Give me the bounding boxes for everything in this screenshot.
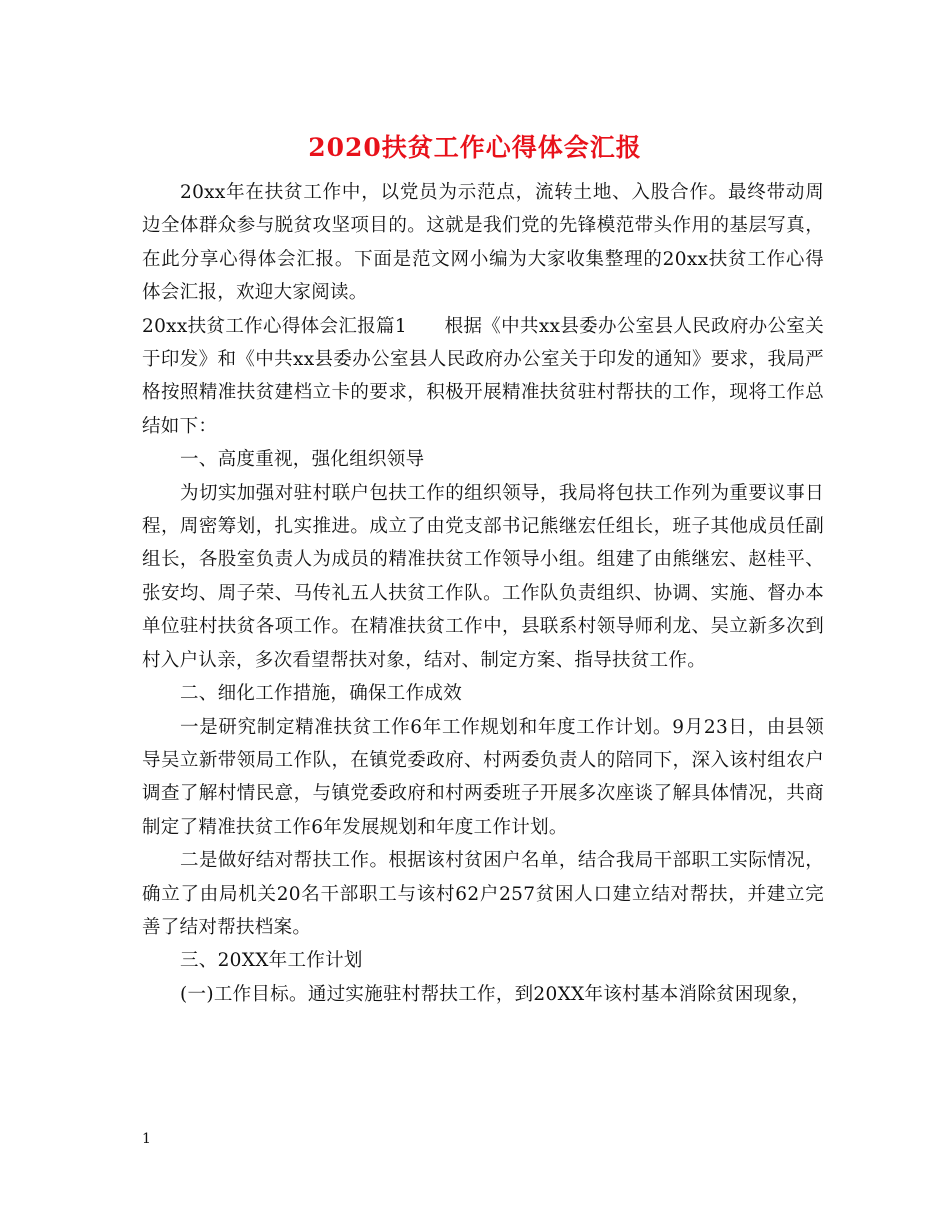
paragraph-goal: (一)工作目标。通过实施驻村帮扶工作，到20XX年该村基本消除贫困现象， bbox=[180, 983, 811, 1005]
page-number: 1 bbox=[142, 1131, 151, 1147]
section-heading-3: 三、20XX年工作计划 bbox=[180, 950, 363, 972]
paragraph-planning: 一是研究制定精准扶贫工作6年工作规划和年度工作计划。9月23日，由县领导吴立新带领局工作队，在镇党委政府、村两委负责人的陪同下，深入该村组农户调查了解村情民意，与镇党委政府和村两委班子开展多次座谈了解具体情况，共商制定了精准扶贫工作6年发展规划和年度工作计划。 bbox=[142, 716, 824, 838]
section-heading-1: 一、高度重视，强化组织领导 bbox=[180, 449, 425, 471]
paragraph-article-opening: 20xx扶贫工作心得体会汇报篇1 根据《中共xx县委办公室县人民政府办公室关于印发》和《中共xx县委办公室县人民政府办公室关于印发的通知》要求，我局严格按照精准扶贫建档立卡的要求，积极开展精准扶贫驻村帮扶的工作，现将工作总结如下： bbox=[142, 315, 824, 437]
document-title: 2020扶贫工作心得体会汇报 bbox=[308, 133, 642, 162]
paragraph-pairing: 二是做好结对帮扶工作。根据该村贫困户名单，结合我局干部职工实际情况，确立了由局机关20名干部职工与该村62户257贫困人口建立结对帮扶，并建立完善了结对帮扶档案。 bbox=[142, 850, 824, 938]
paragraph-intro: 20xx年在扶贫工作中，以党员为示范点，流转土地、入股合作。最终带动周边全体群众参与脱贫攻坚项目的。这就是我们党的先锋模范带头作用的基层写真，在此分享心得体会汇报。下面是范文网小编为大家收集整理的20xx扶贫工作心得体会汇报，欢迎大家阅读。 bbox=[142, 182, 824, 304]
document-body bbox=[142, 176, 824, 1011]
section-heading-2: 二、细化工作措施，确保工作成效 bbox=[180, 683, 463, 705]
paragraph-organization: 为切实加强对驻村联户包扶工作的组织领导，我局将包扶工作列为重要议事日程，周密筹划，扎实推进。成立了由党支部书记熊继宏任组长，班子其他成员任副组长，各股室负责人为成员的精准扶贫工作领导小组。组建了由熊继宏、赵桂平、张安均、周子荣、马传礼五人扶贫工作队。工作队负责组织、协调、实施、督办本单位驻村扶贫各项工作。在精准扶贫工作中，县联系村领导师利龙、吴立新多次到村入户认亲，多次看望帮扶对象，结对、制定方案、指导扶贫工作。 bbox=[142, 482, 824, 671]
